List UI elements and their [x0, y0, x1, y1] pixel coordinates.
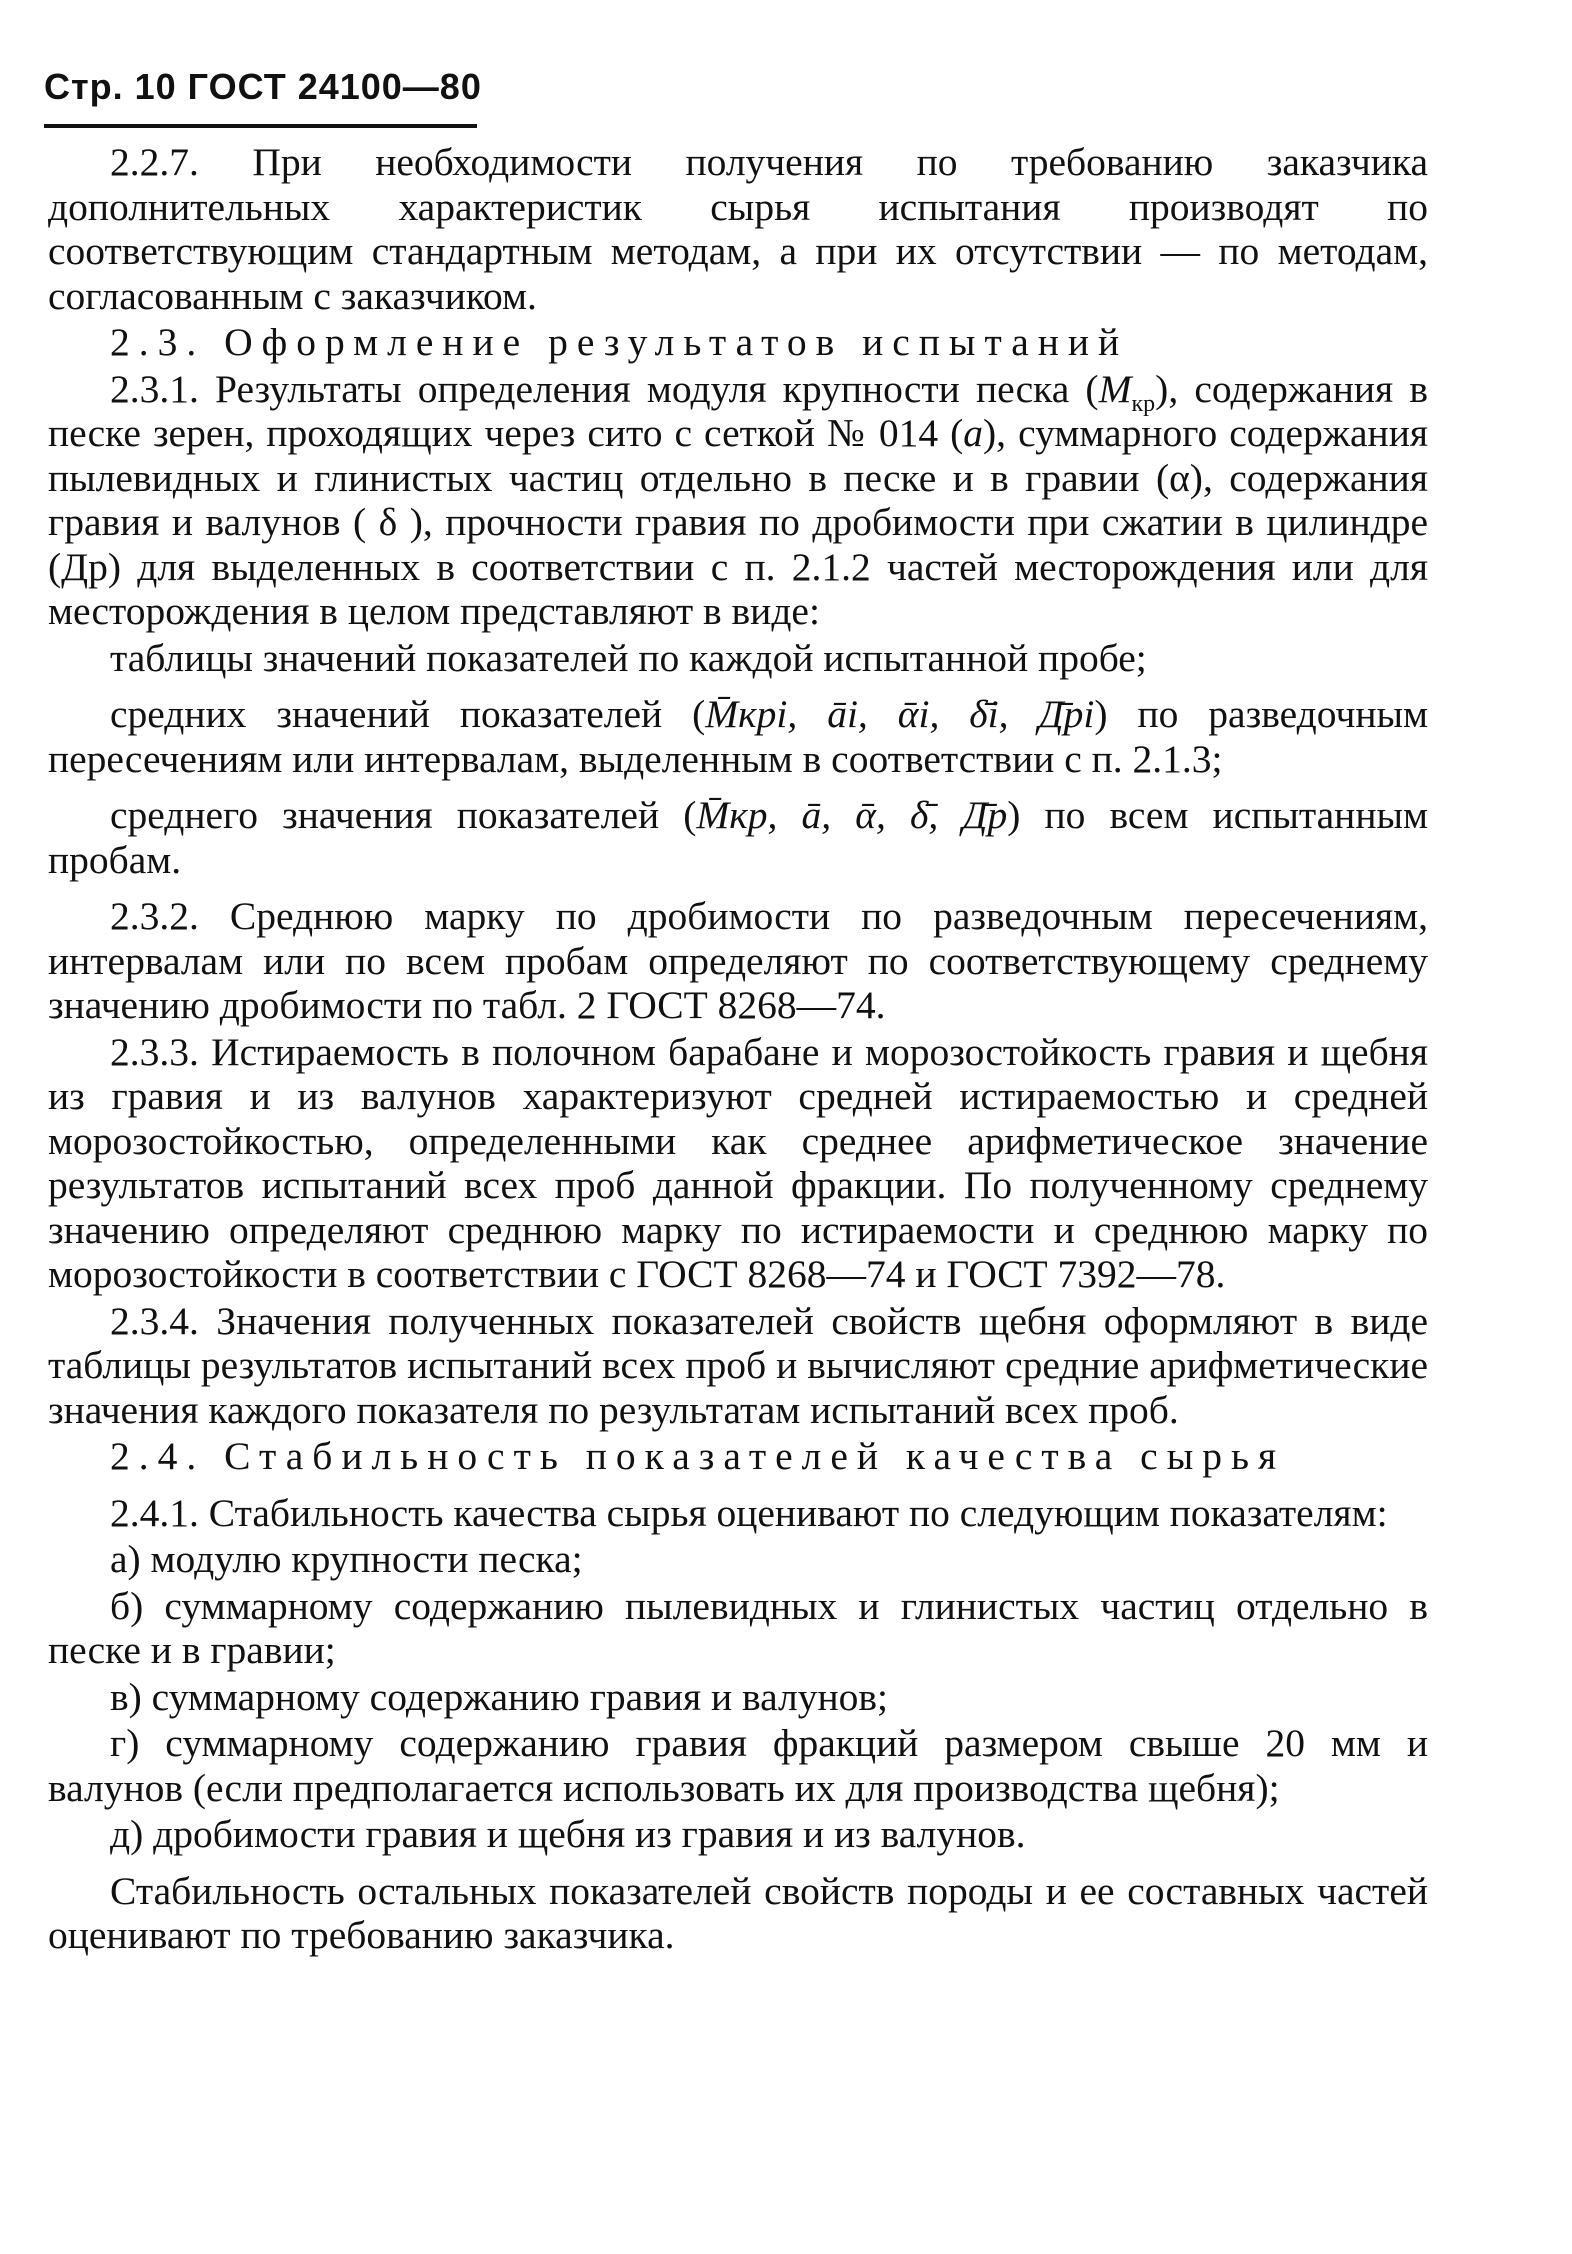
- list-item-g: г) суммарному содержанию гравия фракций размером свыше 20 мм и валунов (если предполагается использовать их для производства щебня);: [48, 1721, 1428, 1810]
- paragraph-final: Стабильность остальных показателей свойств породы и ее составных частей оценивают по требованию заказчика.: [48, 1868, 1428, 1957]
- paragraph-2-3-1: [48, 367, 1428, 634]
- running-head: Стр. 10 ГОСТ 24100—80: [44, 66, 482, 107]
- body-text: [48, 140, 1428, 1960]
- list-item-mean-part-1: среднего значения показателей (: [110, 793, 697, 837]
- list-item-means-part-2: ) по разведочным пересечениям или интервалам, выделенным в соответствии с п. 2.1.3;: [48, 692, 1428, 781]
- paragraph-2-3-1-part-3: ), суммарного содержания пылевидных и глинистых частиц отдельно в песке и в гравии (α), содержания гравия и валунов ( δ ), прочности гравия по дробимости при сжатии в цилиндре (Др) для выделенных в соответствии с п. 2.1.2 частей месторождения или для месторождения в целом представляют в виде:: [48, 411, 1429, 633]
- heading-2-4: 2.4. Стабильность показателей качества сырья: [110, 1434, 1286, 1478]
- header-rule: [44, 124, 477, 128]
- mean-symbols: M̄кр, ā, ᾱ, δ̄, Д̄р: [696, 793, 1008, 837]
- spacer: [48, 1481, 1428, 1491]
- paragraph-2-3-1-part-2: ), содержания в песке зерен, проходящих через сито с сеткой № 014 (: [48, 366, 1428, 455]
- list-item-v: в) суммарному содержанию гравия и валунов;: [110, 1674, 889, 1719]
- symbol-a: a: [963, 411, 984, 455]
- list-item-means-part-1: средних значений показателей (: [110, 692, 706, 736]
- list-item-d: д) дробимости гравия и щебня из гравия и из валунов.: [110, 1812, 1026, 1856]
- spacer: [48, 783, 1428, 793]
- means-symbols: M̄крi, āi, ᾱi, δ̄i, Д̄рi: [705, 692, 1095, 736]
- list-item-means: [48, 692, 1428, 781]
- paragraph-2-2-7: 2.2.7. При необходимости получения по требованию заказчика дополнительных характеристик сырья испытания производят по соответствующим стандартным методам, а при их отсутствии — по методам, согласованным с заказчиком.: [48, 140, 1428, 318]
- subscript-kr: кр: [1131, 390, 1156, 417]
- spacer: [48, 1859, 1428, 1869]
- paragraph-2-3-1-part-1: 2.3.1. Результаты определения модуля крупности песка (: [110, 366, 1099, 411]
- list-item-a: а) модулю крупности песка;: [110, 1537, 583, 1581]
- spacer: [48, 884, 1428, 894]
- spacer: [48, 682, 1428, 692]
- list-item-tables: таблицы значений показателей по каждой испытанной пробе;: [110, 635, 1147, 680]
- paragraph-2-3-4: 2.3.4. Значения полученных показателей свойств щебня оформляют в виде таблицы результатов испытаний всех проб и вычисляют средние арифметические значения каждого показателя по результатам испытаний всех проб.: [48, 1298, 1428, 1432]
- symbol-m: M: [1098, 366, 1132, 411]
- list-item-mean: [48, 793, 1428, 882]
- heading-2-3: 2.3. Оформление результатов испытаний: [110, 320, 1129, 364]
- list-item-b: б) суммарному содержанию пылевидных и глинистых частиц отдельно в песке и в гравии;: [48, 1583, 1428, 1672]
- paragraph-2-3-3: 2.3.3. Истираемость в полочном барабане и морозостойкость гравия и щебня из гравия и из валунов характеризуют средней истираемостью и средней морозостойкостью, определенными как среднее арифметическое значение результатов испытаний всех проб данной фракции. По полученному среднему значению определяют среднюю марку по истираемости и среднюю марку по морозостойкости в соответствии с ГОСТ 8268—74 и ГОСТ 7392—78.: [48, 1029, 1428, 1296]
- list-item-mean-part-2: ) по всем испытанным пробам.: [48, 793, 1428, 882]
- paragraph-2-3-2: 2.3.2. Среднюю марку по дробимости по разведочным пересечениям, интервалам или по всем пробам определяют по соответствующему среднему значению дробимости по табл. 2 ГОСТ 8268—74.: [48, 894, 1428, 1027]
- paragraph-2-4-1: 2.4.1. Стабильность качества сырья оценивают по следующим показателям:: [110, 1490, 1388, 1535]
